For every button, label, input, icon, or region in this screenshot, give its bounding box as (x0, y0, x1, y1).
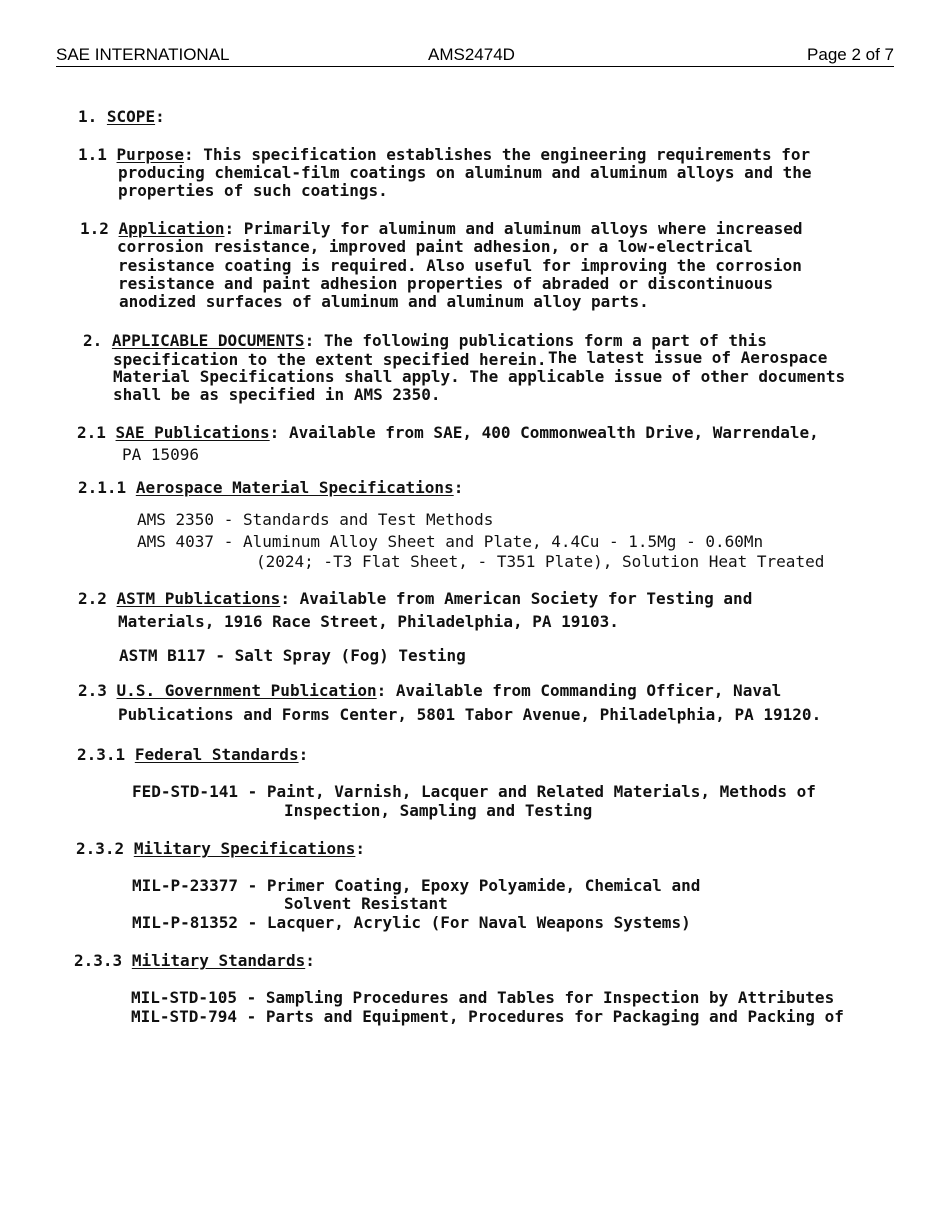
section-2-1-line (77, 423, 819, 442)
section-title: Aerospace Material Specifications (135, 478, 454, 497)
section-2-2-line (78, 589, 752, 608)
section-number: 1. (78, 107, 98, 126)
paragraph-line: PA 15096 (122, 445, 200, 464)
paragraph-line: : Available from Commanding Officer, Naval (376, 681, 782, 700)
section-number: 2. (83, 331, 103, 350)
section-title: SAE Publications (115, 423, 270, 442)
page-header (56, 44, 894, 67)
reference-item-continuation: Solvent Resistant (284, 894, 448, 913)
paragraph-line: anodized surfaces of aluminum and aluminum alloy parts. (119, 292, 649, 311)
paragraph-line: corrosion resistance, improved paint adhesion, or a low-electrical (117, 237, 753, 256)
section-title: Application (118, 219, 225, 238)
paragraph-line: : Primarily for aluminum and aluminum alloys where increased (224, 219, 803, 238)
section-1-heading (78, 107, 165, 126)
reference-item: MIL-STD-794 - Parts and Equipment, Procedures for Packaging and Packing of (131, 1007, 844, 1026)
section-number: 1.2 (80, 219, 109, 238)
section-number: 2.1 (77, 423, 106, 442)
section-number: 2.3.2 (76, 839, 125, 858)
paragraph-line: resistance and paint adhesion properties of abraded or discontinuous (118, 274, 774, 293)
section-colon: : (305, 951, 315, 970)
section-colon: : (355, 839, 366, 858)
reference-item: MIL-P-81352 - Lacquer, Acrylic (For Naval Weapons Systems) (132, 913, 691, 932)
paragraph-line: resistance coating is required. Also useful for improving the corrosion (118, 256, 802, 275)
reference-item-continuation: (2024; -T3 Flat Sheet, - T351 Plate), Solution Heat Treated (256, 552, 825, 571)
section-number: 2.3.1 (77, 745, 126, 764)
paragraph-line: : Available from American Society for Testing and (280, 589, 753, 608)
section-number: 2.3.3 (74, 951, 123, 970)
reference-item: FED-STD-141 - Paint, Varnish, Lacquer and Related Materials, Methods of (132, 782, 816, 801)
section-number: 2.1.1 (78, 478, 127, 497)
section-2-3-line (78, 681, 781, 700)
section-2-3-3-heading (74, 951, 315, 970)
section-number: 2.2 (78, 589, 107, 608)
section-title: Federal Standards (134, 745, 299, 764)
paragraph-line: producing chemical-film coatings on aluminum and aluminum alloys and the (118, 163, 812, 182)
reference-item: AMS 4037 - Aluminum Alloy Sheet and Plate, 4.4Cu - 1.5Mg - 0.60Mn (137, 532, 764, 551)
section-title: APPLICABLE DOCUMENTS (111, 331, 305, 350)
paragraph-line: properties of such coatings. (118, 181, 388, 200)
paragraph-line: : The following publications form a part of this (304, 331, 767, 350)
reference-item-continuation: Inspection, Sampling and Testing (284, 801, 593, 820)
section-2-3-1-heading (77, 745, 308, 764)
reference-item: AMS 2350 - Standards and Test Methods (137, 510, 494, 529)
section-2-1-1-heading (78, 478, 463, 497)
section-number: 2.3 (78, 681, 107, 700)
paragraph-line: : This specification establishes the engineering requirements for (183, 145, 811, 164)
section-title: SCOPE (106, 107, 156, 126)
paragraph-line: Materials, 1916 Race Street, Philadelphia, PA 19103. (118, 612, 619, 631)
section-colon: : (298, 745, 309, 764)
section-title: ASTM Publications (116, 589, 281, 608)
paragraph-line: The latest issue of Aerospace (548, 348, 828, 367)
section-2-3-2-heading (76, 839, 365, 858)
paragraph-line: Material Specifications shall apply. The applicable issue of other documents (113, 367, 846, 386)
section-1-1-line (78, 145, 810, 164)
section-title: Military Standards (131, 951, 306, 970)
header-document-number: AMS2474D (428, 45, 515, 64)
header-page-number: Page 2 of 7 (807, 45, 894, 64)
paragraph-line: : Available from SAE, 400 Commonwealth Drive, Warrendale, (269, 423, 819, 442)
paragraph-line: specification to the extent specified herein. (113, 350, 547, 369)
reference-item: MIL-STD-105 - Sampling Procedures and Tables for Inspection by Attributes (131, 988, 835, 1007)
reference-item: ASTM B117 - Salt Spray (Fog) Testing (119, 646, 466, 665)
header-organization: SAE INTERNATIONAL (56, 45, 230, 64)
paragraph-line: Publications and Forms Center, 5801 Tabor Avenue, Philadelphia, PA 19120. (118, 705, 822, 724)
section-title: Military Specifications (133, 839, 356, 858)
section-colon: : (453, 478, 464, 497)
section-title: U.S. Government Publication (116, 681, 377, 700)
section-1-2-line (80, 219, 802, 238)
section-number: 1.1 (78, 145, 107, 164)
section-colon: : (155, 107, 165, 126)
section-title: Purpose (116, 145, 184, 164)
reference-item: MIL-P-23377 - Primer Coating, Epoxy Polyamide, Chemical and (132, 876, 701, 895)
paragraph-line: shall be as specified in AMS 2350. (113, 385, 441, 404)
